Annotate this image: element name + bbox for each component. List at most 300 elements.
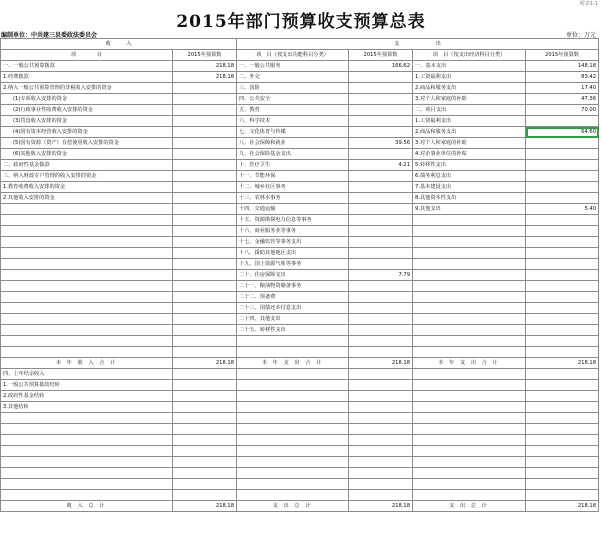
cell-function-item[interactable] xyxy=(237,402,349,413)
cell-economic-amount[interactable] xyxy=(526,303,599,314)
cell-function-item[interactable] xyxy=(237,413,349,424)
cell-income-amount[interactable] xyxy=(173,182,237,193)
cell-economic-item[interactable] xyxy=(413,336,526,347)
cell-function-amount[interactable] xyxy=(349,292,413,303)
cell-income-item[interactable] xyxy=(1,468,173,479)
cell-function-item[interactable] xyxy=(237,391,349,402)
cell-function-item[interactable]: 二十二、预备费 xyxy=(237,292,349,303)
cell-function-amount[interactable] xyxy=(349,402,413,413)
cell-function-item[interactable] xyxy=(237,380,349,391)
cell-income-item[interactable] xyxy=(1,314,173,325)
cell-economic-amount[interactable]: 218.18 xyxy=(526,501,599,512)
cell-function-amount[interactable] xyxy=(349,347,413,358)
table-row xyxy=(1,94,599,105)
cell-income-item[interactable] xyxy=(1,347,173,358)
cell-income-item[interactable]: 3.其他结转 xyxy=(1,402,173,413)
cell-income-amount[interactable] xyxy=(173,226,237,237)
cell-economic-amount[interactable] xyxy=(526,380,599,391)
cell-function-item[interactable] xyxy=(237,369,349,380)
cell-economic-item[interactable]: 支 出 总 计 xyxy=(413,501,526,512)
cell-function-amount[interactable] xyxy=(349,226,413,237)
cell-economic-item[interactable]: 8.其他资本性支出 xyxy=(413,193,526,204)
page-title: 2015年部门预算收支预算总表 xyxy=(176,12,426,32)
table-row xyxy=(1,204,599,215)
cell-income-amount[interactable] xyxy=(173,457,237,468)
cell-function-item[interactable]: 二十一、粮油物资储备事务 xyxy=(237,281,349,292)
cell-function-item[interactable] xyxy=(237,347,349,358)
cell-economic-amount[interactable] xyxy=(526,402,599,413)
cell-economic-item[interactable]: 3.对个人和家庭的补助 xyxy=(413,138,526,149)
table-row xyxy=(1,215,599,226)
cell-function-item[interactable]: 四、公共安全 xyxy=(237,94,349,105)
cell-economic-item[interactable]: 一、基本支出 xyxy=(413,61,526,72)
cell-income-item[interactable] xyxy=(1,248,173,259)
cell-economic-amount[interactable] xyxy=(526,435,599,446)
cell-economic-item[interactable] xyxy=(413,292,526,303)
cell-economic-amount[interactable] xyxy=(526,292,599,303)
cell-income-item[interactable]: 一、一般公共预算拨款 xyxy=(1,61,173,72)
cell-income-amount[interactable] xyxy=(173,402,237,413)
cell-function-amount[interactable] xyxy=(349,303,413,314)
table-row xyxy=(1,479,599,490)
budget-summary-table xyxy=(0,38,599,512)
cell-function-item[interactable]: 二、外交 xyxy=(237,72,349,83)
col-header-income-amount[interactable]: 2015年预算数 xyxy=(173,50,237,61)
cell-income-item[interactable]: (6)其他收入安排的资金 xyxy=(1,149,173,160)
cell-function-item[interactable] xyxy=(237,424,349,435)
cell-economic-amount[interactable] xyxy=(526,259,599,270)
table-row xyxy=(1,468,599,479)
col-header-economic-amount[interactable]: 2015年预算数 xyxy=(526,50,599,61)
cell-function-item[interactable] xyxy=(237,336,349,347)
cell-economic-amount[interactable] xyxy=(526,182,599,193)
cell-function-amount[interactable] xyxy=(349,248,413,259)
table-row xyxy=(1,83,599,94)
table-row xyxy=(1,226,599,237)
cell-function-amount[interactable] xyxy=(349,468,413,479)
cell-economic-amount[interactable]: 47.36 xyxy=(526,94,599,105)
cell-economic-item[interactable] xyxy=(413,468,526,479)
table-row xyxy=(1,72,599,83)
cell-function-item[interactable]: 十四、交通运输 xyxy=(237,204,349,215)
compiling-unit: 编制单位：中共建三县委政法委员会 xyxy=(1,32,98,39)
cell-income-item[interactable] xyxy=(1,446,173,457)
cell-function-item[interactable]: 十一、节能环保 xyxy=(237,171,349,182)
table-row xyxy=(1,314,599,325)
header-row-1 xyxy=(1,39,599,50)
header-row-2 xyxy=(1,50,599,61)
cell-income-amount[interactable] xyxy=(173,468,237,479)
table-row xyxy=(1,61,599,72)
cell-income-item[interactable] xyxy=(1,204,173,215)
cell-function-amount[interactable]: 218.18 xyxy=(349,501,413,512)
cell-economic-item[interactable]: 二、项目支出 xyxy=(413,105,526,116)
cell-economic-amount[interactable]: 17.40 xyxy=(526,83,599,94)
cell-economic-amount[interactable] xyxy=(526,237,599,248)
cell-function-amount[interactable] xyxy=(349,446,413,457)
cell-income-item[interactable] xyxy=(1,226,173,237)
cell-function-item[interactable]: 二十四、其他支出 xyxy=(237,314,349,325)
table-row xyxy=(1,237,599,248)
col-header-function-amount[interactable]: 2015年预算数 xyxy=(349,50,413,61)
cell-function-item[interactable] xyxy=(237,490,349,501)
table-row xyxy=(1,413,599,424)
cell-function-amount[interactable] xyxy=(349,457,413,468)
cell-economic-item[interactable] xyxy=(413,424,526,435)
cell-economic-item[interactable]: 4.对企事业单位的补贴 xyxy=(413,149,526,160)
cell-income-item[interactable]: (5)国有资源（资产）有偿使用收入安排的资金 xyxy=(1,138,173,149)
cell-income-item[interactable] xyxy=(1,435,173,446)
cell-function-item[interactable]: 九、社会保险基金支出 xyxy=(237,149,349,160)
table-row xyxy=(1,149,599,160)
cell-function-amount[interactable] xyxy=(349,94,413,105)
cell-economic-item[interactable] xyxy=(413,226,526,237)
cell-economic-amount[interactable]: 218.18 xyxy=(526,358,599,369)
cell-function-item[interactable]: 二十、住房保障支出 xyxy=(237,270,349,281)
cell-economic-amount[interactable] xyxy=(526,446,599,457)
cell-function-amount[interactable]: 166.62 xyxy=(349,61,413,72)
cell-economic-amount[interactable]: 64.60 xyxy=(526,127,599,138)
cell-economic-item[interactable] xyxy=(413,435,526,446)
cell-function-amount[interactable]: 7.79 xyxy=(349,270,413,281)
cell-function-amount[interactable] xyxy=(349,237,413,248)
table-row xyxy=(1,457,599,468)
table-row xyxy=(1,347,599,358)
cell-function-amount[interactable] xyxy=(349,127,413,138)
cell-economic-amount[interactable] xyxy=(526,336,599,347)
cell-income-amount[interactable] xyxy=(173,369,237,380)
cell-income-amount[interactable] xyxy=(173,149,237,160)
cell-function-item[interactable]: 十八、援助其他地区支出 xyxy=(237,248,349,259)
cell-income-amount[interactable]: 218.18 xyxy=(173,358,237,369)
cell-economic-item[interactable] xyxy=(413,457,526,468)
cell-income-item[interactable] xyxy=(1,215,173,226)
cell-income-amount[interactable]: 218.18 xyxy=(173,501,237,512)
cell-economic-amount[interactable] xyxy=(526,193,599,204)
cell-income-amount[interactable] xyxy=(173,391,237,402)
cell-function-item[interactable]: 六、科学技术 xyxy=(237,116,349,127)
cell-income-item[interactable]: 2.纳入一般公共预算管理的非税收入安排的资金 xyxy=(1,83,173,94)
cell-economic-amount[interactable] xyxy=(526,138,599,149)
cell-economic-amount[interactable] xyxy=(526,325,599,336)
cell-economic-item[interactable] xyxy=(413,325,526,336)
table-row xyxy=(1,446,599,457)
cell-economic-item[interactable] xyxy=(413,248,526,259)
table-row xyxy=(1,171,599,182)
table-row xyxy=(1,391,599,402)
cell-economic-item[interactable]: 7.基本建设支出 xyxy=(413,182,526,193)
cell-income-amount[interactable] xyxy=(173,160,237,171)
cell-economic-item[interactable] xyxy=(413,369,526,380)
table-row xyxy=(1,105,599,116)
table-row xyxy=(1,127,599,138)
cell-function-item[interactable] xyxy=(237,435,349,446)
cell-function-amount[interactable] xyxy=(349,435,413,446)
cell-function-item[interactable]: 八、社会保障和就业 xyxy=(237,138,349,149)
cell-economic-amount[interactable] xyxy=(526,281,599,292)
cell-income-item[interactable]: 2.其他收入安排的资金 xyxy=(1,193,173,204)
cell-function-item[interactable]: 二十三、国债还本付息支出 xyxy=(237,303,349,314)
col-header-function-item[interactable]: 项 目（按支出功能科目分类） xyxy=(237,50,349,61)
cell-income-item[interactable] xyxy=(1,292,173,303)
cell-economic-item[interactable] xyxy=(413,380,526,391)
cell-function-item[interactable]: 十六、商业服务业等事务 xyxy=(237,226,349,237)
cell-function-amount[interactable] xyxy=(349,215,413,226)
table-row xyxy=(1,193,599,204)
cell-income-item[interactable]: 1.经费拨款 xyxy=(1,72,173,83)
cell-function-item[interactable]: 支 出 总 计 xyxy=(237,501,349,512)
cell-income-amount[interactable] xyxy=(173,259,237,270)
cell-economic-item[interactable] xyxy=(413,347,526,358)
cell-function-amount[interactable] xyxy=(349,259,413,270)
table-row xyxy=(1,182,599,193)
cell-function-item[interactable]: 一、一般公共服务 xyxy=(237,61,349,72)
cell-function-amount[interactable] xyxy=(349,72,413,83)
cell-function-amount[interactable]: 218.18 xyxy=(349,358,413,369)
cell-function-amount[interactable]: 39.56 xyxy=(349,138,413,149)
table-row xyxy=(1,281,599,292)
cell-economic-item[interactable]: 本 年 支 出 合 计 xyxy=(413,358,526,369)
cell-function-amount[interactable] xyxy=(349,336,413,347)
cell-function-amount[interactable] xyxy=(349,83,413,94)
cell-income-item[interactable]: (2)行政事业性收费收入安排的资金 xyxy=(1,105,173,116)
cell-economic-amount[interactable]: 148.18 xyxy=(526,61,599,72)
table-row xyxy=(1,490,599,501)
cell-income-item[interactable]: 三、纳入财政专户管理的收入安排的资金 xyxy=(1,171,173,182)
cell-economic-item[interactable] xyxy=(413,237,526,248)
cell-economic-amount[interactable] xyxy=(526,369,599,380)
income-group-header[interactable]: 收 入 xyxy=(1,39,237,50)
cell-economic-amount[interactable] xyxy=(526,457,599,468)
cell-income-amount[interactable] xyxy=(173,281,237,292)
cell-income-amount[interactable] xyxy=(173,380,237,391)
cell-income-item[interactable]: 1.一般公共预算拨款结转 xyxy=(1,380,173,391)
cell-function-amount[interactable] xyxy=(349,325,413,336)
cell-economic-item[interactable] xyxy=(413,281,526,292)
table-row xyxy=(1,248,599,259)
cell-income-amount[interactable] xyxy=(173,325,237,336)
cell-income-amount[interactable] xyxy=(173,127,237,138)
cell-function-amount[interactable] xyxy=(349,149,413,160)
cell-income-item[interactable] xyxy=(1,237,173,248)
cell-function-item[interactable]: 十、医疗卫生 xyxy=(237,160,349,171)
cell-function-amount[interactable] xyxy=(349,479,413,490)
cell-income-item[interactable]: 本 年 收 入 合 计 xyxy=(1,358,173,369)
cell-economic-item[interactable]: 3.对个人和家庭的补助 xyxy=(413,94,526,105)
cell-economic-amount[interactable] xyxy=(526,347,599,358)
cell-economic-amount[interactable] xyxy=(526,314,599,325)
cell-income-amount[interactable] xyxy=(173,303,237,314)
cell-income-item[interactable]: (4)国有资本经营收入安排的资金 xyxy=(1,127,173,138)
cell-income-amount[interactable] xyxy=(173,248,237,259)
cell-income-item[interactable] xyxy=(1,259,173,270)
cell-economic-amount[interactable] xyxy=(526,270,599,281)
cell-income-amount[interactable] xyxy=(173,446,237,457)
cell-function-item[interactable] xyxy=(237,457,349,468)
cell-income-item[interactable] xyxy=(1,270,173,281)
cell-economic-amount[interactable] xyxy=(526,171,599,182)
cell-function-item[interactable]: 十七、金融监管等事务支出 xyxy=(237,237,349,248)
cell-income-amount[interactable] xyxy=(173,270,237,281)
cell-economic-item[interactable] xyxy=(413,446,526,457)
cell-economic-amount[interactable] xyxy=(526,226,599,237)
cell-economic-amount[interactable] xyxy=(526,490,599,501)
cell-function-item[interactable]: 十五、资源勘探电力信息等事务 xyxy=(237,215,349,226)
cell-economic-amount[interactable] xyxy=(526,248,599,259)
cell-income-amount[interactable] xyxy=(173,490,237,501)
cell-income-amount[interactable] xyxy=(173,138,237,149)
table-row xyxy=(1,402,599,413)
table-row xyxy=(1,270,599,281)
cell-economic-item[interactable] xyxy=(413,270,526,281)
cell-function-amount[interactable] xyxy=(349,413,413,424)
cell-function-item[interactable]: 十二、城乡社区事务 xyxy=(237,182,349,193)
cell-economic-item[interactable]: 9.其他支出 xyxy=(413,204,526,215)
table-row xyxy=(1,380,599,391)
cell-economic-item[interactable] xyxy=(413,479,526,490)
cell-function-item[interactable]: 五、教育 xyxy=(237,105,349,116)
cell-income-item[interactable] xyxy=(1,281,173,292)
cell-income-item[interactable]: (3)罚没收入安排的资金 xyxy=(1,116,173,127)
cell-economic-amount[interactable] xyxy=(526,413,599,424)
cell-economic-item[interactable] xyxy=(413,402,526,413)
cell-income-item[interactable]: 2.政府性基金结转 xyxy=(1,391,173,402)
cell-economic-amount[interactable] xyxy=(526,468,599,479)
cell-income-amount[interactable] xyxy=(173,105,237,116)
cell-function-amount[interactable] xyxy=(349,391,413,402)
cell-economic-item[interactable]: 2.商品和服务支出 xyxy=(413,83,526,94)
cell-income-item[interactable] xyxy=(1,336,173,347)
cell-economic-amount[interactable]: 5.40 xyxy=(526,204,599,215)
cell-income-item[interactable] xyxy=(1,479,173,490)
cell-economic-item[interactable] xyxy=(413,303,526,314)
cell-economic-amount[interactable] xyxy=(526,424,599,435)
cell-income-item[interactable]: (1)专项收入安排的资金 xyxy=(1,94,173,105)
cell-income-item[interactable] xyxy=(1,457,173,468)
cell-economic-amount[interactable] xyxy=(526,116,599,127)
table-row xyxy=(1,160,599,171)
cell-economic-item[interactable]: 1.工资福利支出 xyxy=(413,72,526,83)
cell-function-item[interactable]: 十九、国土资源气象等事务 xyxy=(237,259,349,270)
cell-function-amount[interactable] xyxy=(349,281,413,292)
cell-function-amount[interactable] xyxy=(349,204,413,215)
cell-function-amount[interactable] xyxy=(349,380,413,391)
cell-income-amount[interactable] xyxy=(173,215,237,226)
table-row xyxy=(1,116,599,127)
cell-economic-item[interactable]: 5.转移性支出 xyxy=(413,160,526,171)
cell-function-item[interactable]: 七、文化体育与传媒 xyxy=(237,127,349,138)
cell-income-item[interactable] xyxy=(1,424,173,435)
cell-economic-item[interactable]: 2.商品和服务支出 xyxy=(413,127,526,138)
expense-group-header[interactable]: 支 出 xyxy=(237,39,599,50)
cell-economic-amount[interactable] xyxy=(526,215,599,226)
cell-income-amount[interactable] xyxy=(173,204,237,215)
cell-income-item[interactable] xyxy=(1,490,173,501)
cell-economic-item[interactable] xyxy=(413,314,526,325)
cell-income-amount[interactable] xyxy=(173,237,237,248)
cell-economic-item[interactable] xyxy=(413,259,526,270)
cell-income-amount[interactable] xyxy=(173,347,237,358)
table-row xyxy=(1,435,599,446)
cell-income-item[interactable] xyxy=(1,303,173,314)
cell-function-amount[interactable]: 4.21 xyxy=(349,160,413,171)
cell-economic-item[interactable] xyxy=(413,215,526,226)
table-row xyxy=(1,501,599,512)
cell-economic-item[interactable]: 1.工资福利支出 xyxy=(413,116,526,127)
table-row xyxy=(1,336,599,347)
cell-income-amount[interactable] xyxy=(173,171,237,182)
col-header-economic-item[interactable]: 项 目（按支出经济科目分类） xyxy=(413,50,526,61)
cell-income-amount[interactable] xyxy=(173,479,237,490)
cell-income-item[interactable]: 1.教育收费收入安排的资金 xyxy=(1,182,173,193)
cell-function-item[interactable]: 三、国防 xyxy=(237,83,349,94)
cell-economic-amount[interactable]: 83.42 xyxy=(526,72,599,83)
cell-function-item[interactable] xyxy=(237,446,349,457)
cell-function-item[interactable] xyxy=(237,468,349,479)
cell-economic-amount[interactable] xyxy=(526,391,599,402)
cell-income-amount[interactable] xyxy=(173,424,237,435)
cell-income-item[interactable] xyxy=(1,325,173,336)
cell-income-amount[interactable] xyxy=(173,292,237,303)
cell-economic-item[interactable] xyxy=(413,490,526,501)
cell-economic-amount[interactable] xyxy=(526,479,599,490)
table-row xyxy=(1,424,599,435)
cell-function-item[interactable]: 本 年 支 出 合 计 xyxy=(237,358,349,369)
cell-income-amount[interactable]: 218.18 xyxy=(173,72,237,83)
cell-function-amount[interactable] xyxy=(349,490,413,501)
cell-income-amount[interactable] xyxy=(173,94,237,105)
cell-function-amount[interactable] xyxy=(349,116,413,127)
cell-function-amount[interactable] xyxy=(349,171,413,182)
table-row xyxy=(1,259,599,270)
cell-income-amount[interactable] xyxy=(173,193,237,204)
cell-income-amount[interactable] xyxy=(173,413,237,424)
cell-income-amount[interactable] xyxy=(173,314,237,325)
cell-function-amount[interactable] xyxy=(349,105,413,116)
cell-function-amount[interactable] xyxy=(349,369,413,380)
cell-income-item[interactable]: 二、政府性基金拨款 xyxy=(1,160,173,171)
cell-function-amount[interactable] xyxy=(349,193,413,204)
cell-function-amount[interactable] xyxy=(349,424,413,435)
cell-economic-item[interactable] xyxy=(413,391,526,402)
table-row xyxy=(1,369,599,380)
cell-function-item[interactable]: 二十五、转移性支出 xyxy=(237,325,349,336)
cell-function-item[interactable] xyxy=(237,479,349,490)
cell-function-amount[interactable] xyxy=(349,314,413,325)
cell-income-amount[interactable] xyxy=(173,336,237,347)
cell-income-amount[interactable] xyxy=(173,83,237,94)
cell-economic-item[interactable]: 6.债务利息支出 xyxy=(413,171,526,182)
cell-income-amount[interactable] xyxy=(173,435,237,446)
cell-income-item[interactable]: 收 入 总 计 xyxy=(1,501,173,512)
cell-income-item[interactable]: 四、上年结余收入 xyxy=(1,369,173,380)
cell-income-amount[interactable]: 218.18 xyxy=(173,61,237,72)
cell-income-amount[interactable] xyxy=(173,116,237,127)
table-row xyxy=(1,292,599,303)
cell-economic-amount[interactable] xyxy=(526,149,599,160)
cell-economic-amount[interactable] xyxy=(526,160,599,171)
col-header-income-item[interactable]: 项 目 xyxy=(1,50,173,61)
cell-economic-item[interactable] xyxy=(413,413,526,424)
table-row xyxy=(1,325,599,336)
cell-income-item[interactable] xyxy=(1,413,173,424)
cell-function-item[interactable]: 十三、农林水事务 xyxy=(237,193,349,204)
sheet-corner-label: 附表1-1 xyxy=(579,1,598,7)
currency-unit: 单位：万元 xyxy=(565,32,596,39)
cell-economic-amount[interactable]: 70.00 xyxy=(526,105,599,116)
cell-function-amount[interactable] xyxy=(349,182,413,193)
table-row xyxy=(1,138,599,149)
